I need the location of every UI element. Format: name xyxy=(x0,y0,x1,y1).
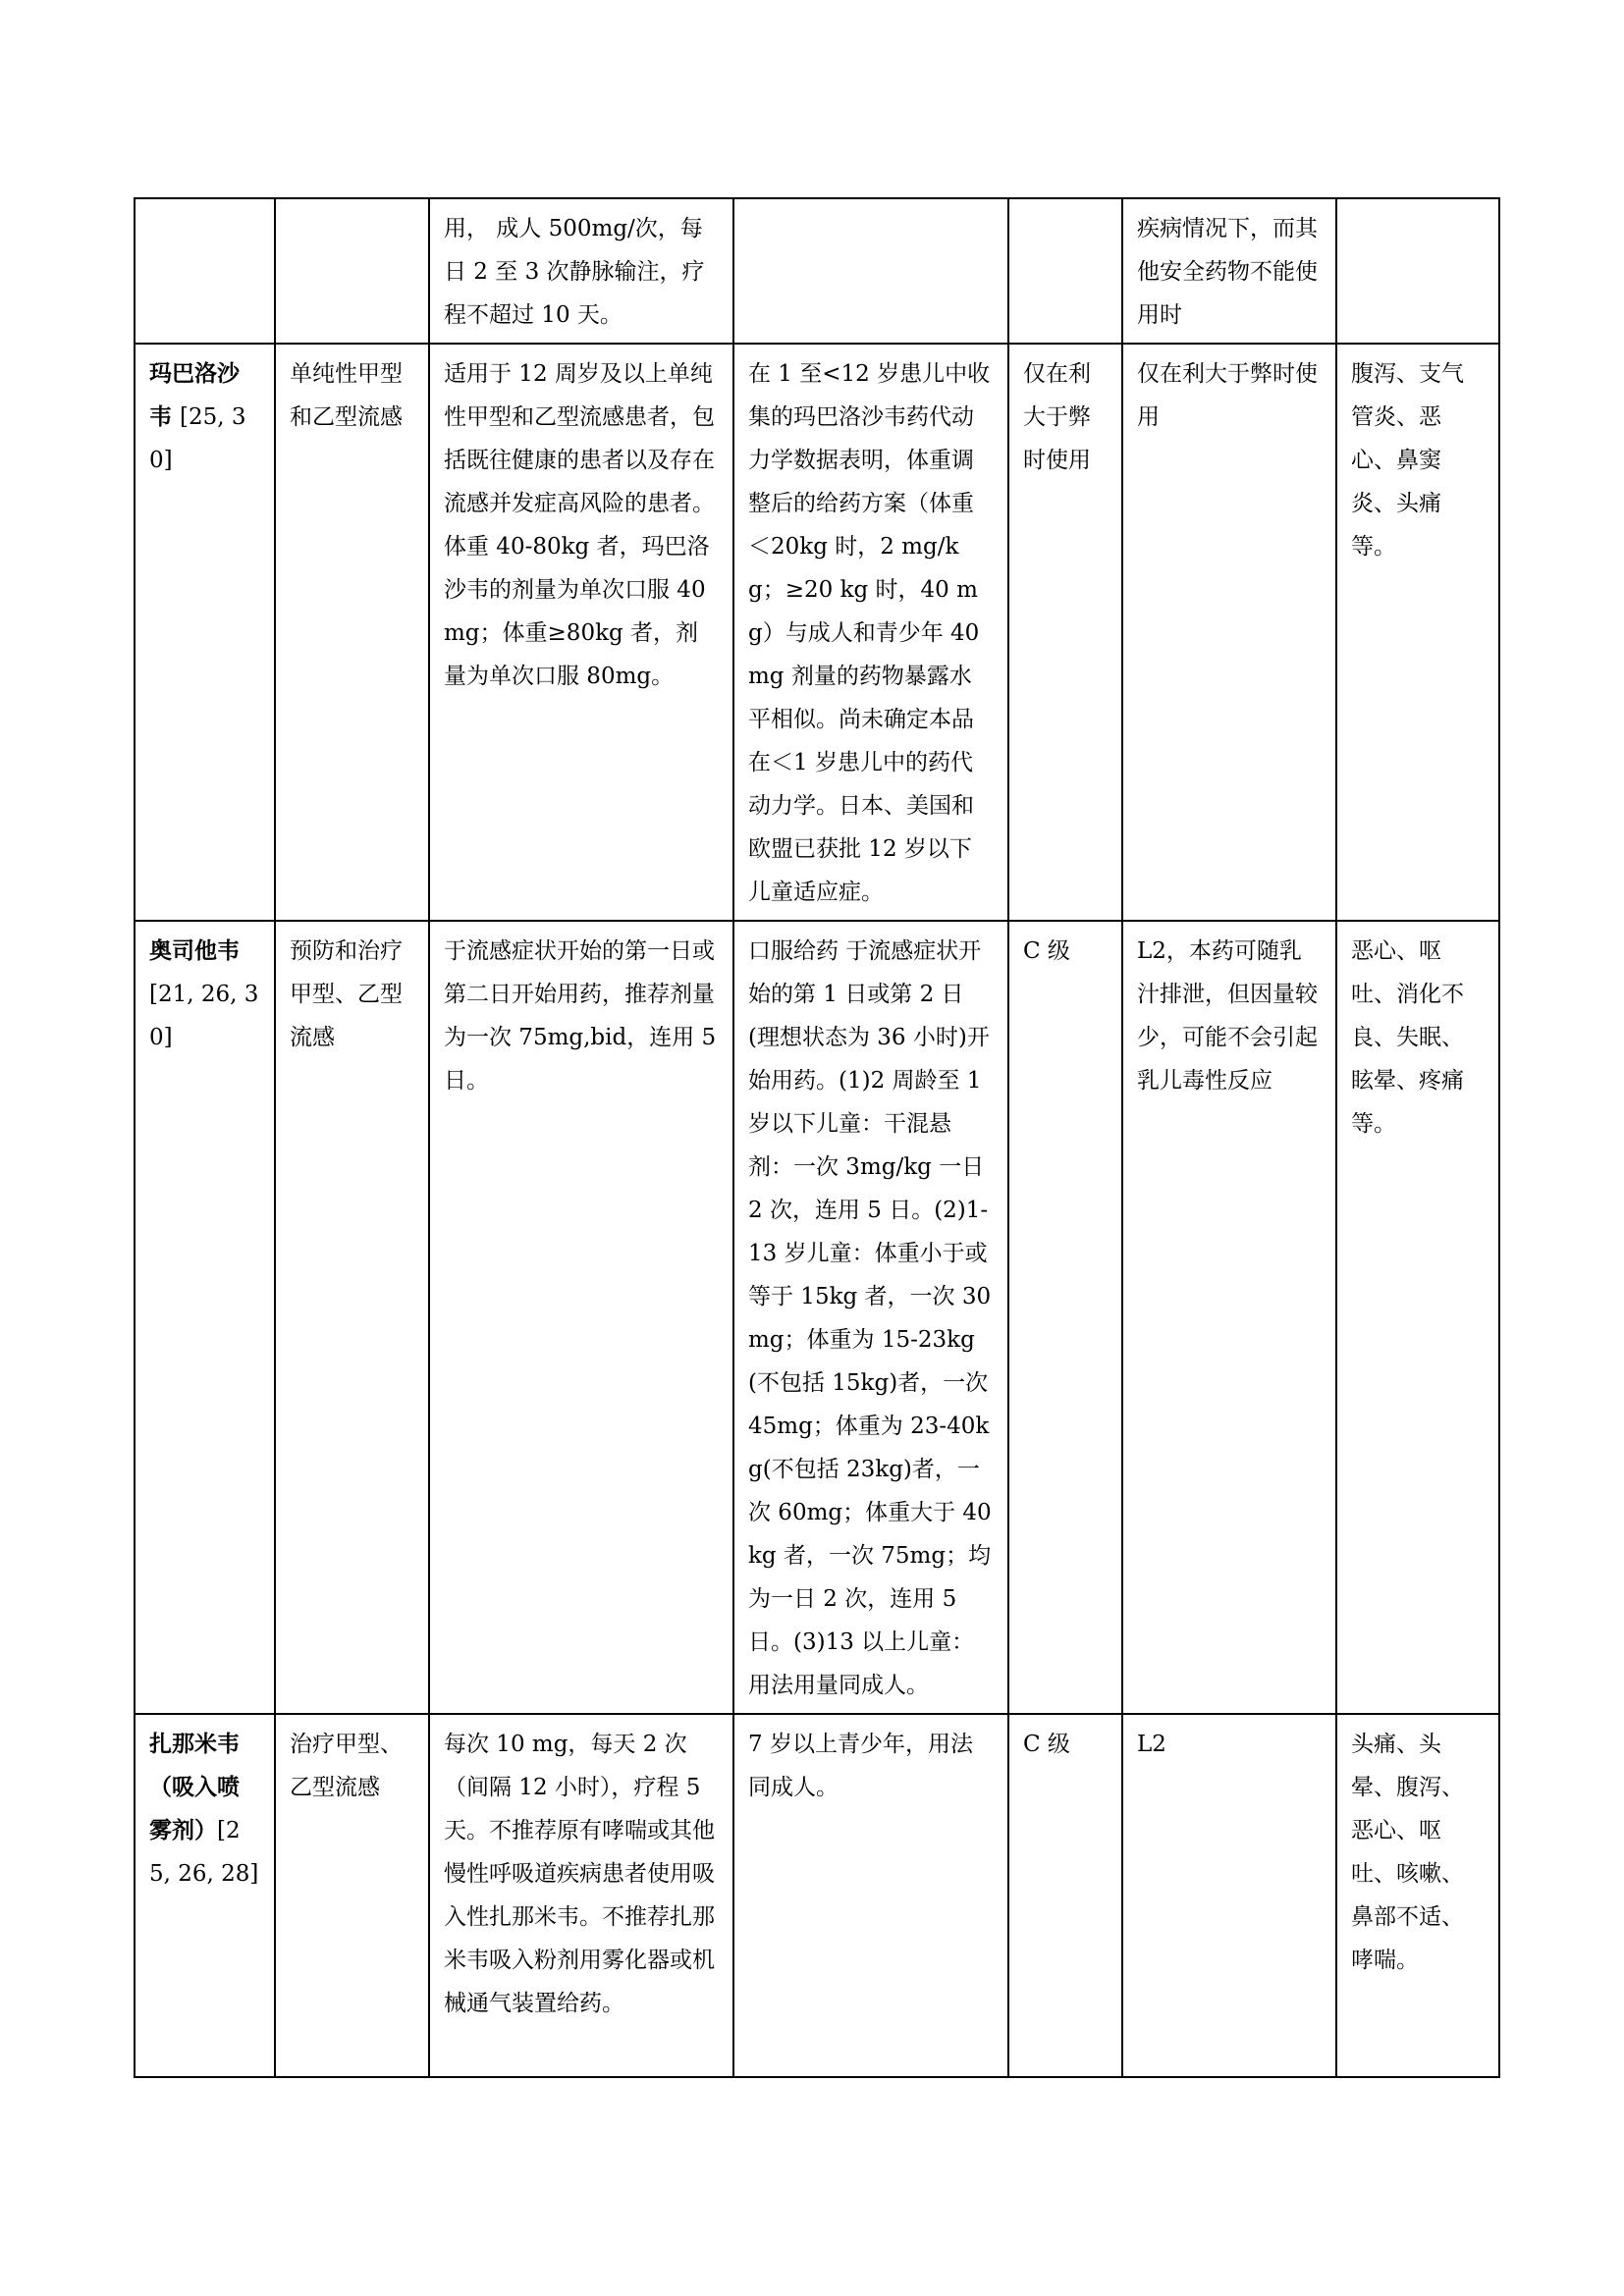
pregnancy-cell: C 级 xyxy=(1008,1714,1122,2077)
table-row xyxy=(135,198,1499,344)
pregnancy-cell: 仅在利大于弊时使用 xyxy=(1008,344,1122,921)
lactation-cell: 仅在利大于弊时使用 xyxy=(1122,344,1336,921)
adverse-reaction-cell: 头痛、头晕、腹泻、恶心、呕吐、咳嗽、鼻部不适、哮喘。 xyxy=(1336,1714,1499,2077)
lactation-cell: 疾病情况下，而其他安全药物不能使用时 xyxy=(1122,198,1336,344)
indication-cell xyxy=(275,198,429,344)
dosage-cell: 适用于 12 周岁及以上单纯性甲型和乙型流感患者，包括既往健康的患者以及存在流感并发症高风险的患者。体重 40-80kg 者，玛巴洛沙韦的剂量为单次口服 40mg；体重≥80kg 者，剂量为单次口服 80mg。 xyxy=(429,344,733,921)
pregnancy-cell: C 级 xyxy=(1008,921,1122,1714)
lactation-cell: L2，本药可随乳汁排泄，但因量较少，可能不会引起乳儿毒性反应 xyxy=(1122,921,1336,1714)
pregnancy-cell xyxy=(1008,198,1122,344)
dosage-cell: 用， 成人 500mg/次，每日 2 至 3 次静脉输注，疗程不超过 10 天。 xyxy=(429,198,733,344)
adverse-reaction-cell: 腹泻、支气管炎、恶心、鼻窦炎、头痛等。 xyxy=(1336,344,1499,921)
table-row xyxy=(135,1714,1499,2077)
drug-name: 扎那米韦（吸入喷雾剂） xyxy=(149,1731,240,1843)
table-row xyxy=(135,921,1499,1714)
drug-name: 奥司他韦 xyxy=(149,937,240,964)
adverse-reaction-cell: 恶心、呕吐、消化不良、失眠、眩晕、疼痛等。 xyxy=(1336,921,1499,1714)
drug-refs: [25, 30] xyxy=(149,404,246,473)
adverse-reaction-cell xyxy=(1336,198,1499,344)
drug-name-cell xyxy=(135,921,275,1714)
pediatric-cell: 口服给药 于流感症状开始的第 1 日或第 2 日(理想状态为 36 小时)开始用药。(1)2 周龄至 1 岁以下儿童：干混悬剂：一次 3mg/kg 一日 2 次，连用 5 日。(2)1-13 岁儿童：体重小于或等于 15kg 者，一次 30mg；体重为 15-23kg(不包括 15kg)者，一次 45mg；体重为 23-40kg(不包括 23kg)者，一次 60mg；体重大于 40kg 者，一次 75mg；均为一日 2 次，连用 5 日。(3)13 以上儿童：用法用量同成人。 xyxy=(733,921,1008,1714)
pediatric-cell xyxy=(733,198,1008,344)
drug-name-cell xyxy=(135,198,275,344)
lactation-cell: L2 xyxy=(1122,1714,1336,2077)
drug-name: 玛巴洛沙韦 xyxy=(149,360,240,430)
pediatric-cell: 7 岁以上青少年，用法同成人。 xyxy=(733,1714,1008,2077)
indication-cell: 预防和治疗甲型、乙型流感 xyxy=(275,921,429,1714)
pediatric-cell: 在 1 至<12 岁患儿中收集的玛巴洛沙韦药代动力学数据表明，体重调整后的给药方案（体重＜20kg 时，2 mg/kg；≥20 kg 时，40 mg）与成人和青少年 40 mg 剂量的药物暴露水平相似。尚未确定本品在＜1 岁患儿中的药代动力学。日本、美国和欧盟已获批 12 岁以下儿童适应症。 xyxy=(733,344,1008,921)
table-row xyxy=(135,344,1499,921)
dosage-cell: 于流感症状开始的第一日或第二日开始用药，推荐剂量为一次 75mg,bid，连用 5 日。 xyxy=(429,921,733,1714)
drug-refs: [25, 26, 28] xyxy=(149,1818,259,1887)
drug-name-cell xyxy=(135,344,275,921)
indication-cell: 单纯性甲型和乙型流感 xyxy=(275,344,429,921)
indication-cell: 治疗甲型、乙型流感 xyxy=(275,1714,429,2077)
drug-refs: [21, 26, 30] xyxy=(149,982,259,1050)
drug-table xyxy=(134,197,1500,2078)
dosage-cell: 每次 10 mg，每天 2 次（间隔 12 小时），疗程 5 天。不推荐原有哮喘或其他慢性呼吸道疾病患者使用吸入性扎那米韦。不推荐扎那米韦吸入粉剂用雾化器或机械通气装置给药。 xyxy=(429,1714,733,2077)
drug-name-cell xyxy=(135,1714,275,2077)
